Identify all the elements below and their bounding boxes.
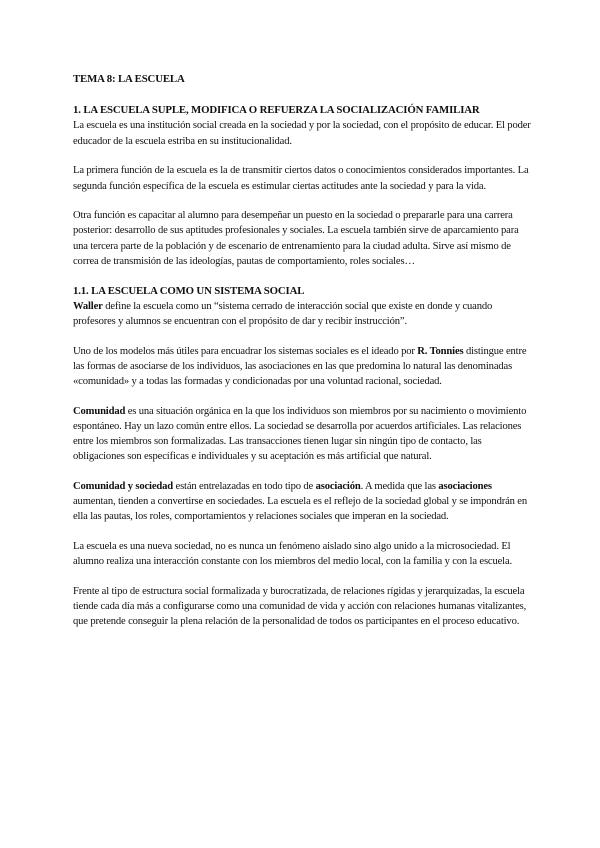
paragraph <box>73 299 531 329</box>
paragraph: Otra función es capacitar al alumno para desempeñar un puesto en la sociedad o prepararle para una carrera posterior: desarrollo de sus aptitudes profesionales y sociales. La escuela también sirve de aparcamiento para una tercera parte de la población y de escenario de entrenamiento para la ciudad adulta. Sirve así mismo de correa de transmisión de las ideologías, pautas de comportamiento, roles sociales… <box>73 210 519 267</box>
paragraph-text: aumentan, tienden a convertirse en sociedades. La escuela es el reflejo de la sociedad global y se impondrán en ella las pautas, los roles, comportamientos y relaciones sociales que imperan en la sociedad. <box>73 496 527 523</box>
author-name-waller: Waller <box>73 300 103 312</box>
section-heading-1-1: 1.1. LA ESCUELA COMO UN SISTEMA SOCIAL <box>73 284 305 297</box>
paragraph-text: es una situación orgánica en la que los individuos son miembros por su nacimiento o movimiento espontáneo. Hay un lazo común entre ellos. La sociedad se desarrolla por acuerdos artificiales. Las relaciones entre los miembros son formalizadas. Las transacciones tienen lugar sin ningún tipo de contacto, las obligaciones son específicas e individuales y su aceptación es más artificial que natural. <box>73 405 527 463</box>
paragraph-text: . A medida que las <box>360 481 439 493</box>
document-title: TEMA 8: LA ESCUELA <box>73 73 185 85</box>
paragraph: La escuela es una nueva sociedad, no es nunca un fenómeno aislado sino algo unido a la microsociedad. El alumno realiza una interacción constante con los miembros del medio local, con la familia y con la escuela. <box>73 541 513 568</box>
paragraph <box>73 404 531 465</box>
document-page <box>73 72 531 644</box>
paragraph <box>73 479 531 525</box>
section-heading-1: 1. LA ESCUELA SUPLE, MODIFICA O REFUERZA LA SOCIALIZACIÓN FAMILIAR <box>73 104 480 117</box>
paragraph-text: define la escuela como un “sistema cerrado de interacción social que existe en donde y cuando profesores y alumnos se encuentran con el propósito de dar y recibir instrucción”. <box>73 300 493 327</box>
term-comunidad-y-sociedad: Comunidad y sociedad <box>73 481 174 493</box>
paragraph <box>73 344 531 390</box>
paragraph: La primera función de la escuela es la de transmitir ciertos datos o conocimientos considerados importantes. La segunda función específica de la escuela es estimular ciertas actitudes ante la sociedad y para la vida. <box>73 165 529 192</box>
term-asociaciones: asociaciones <box>438 481 492 493</box>
paragraph: La escuela es una institución social creada en la sociedad y por la sociedad, con el propósito de educar. El poder educador de la escuela estriba en su institucionalidad. <box>73 120 531 147</box>
paragraph: Frente al tipo de estructura social formalizada y burocratizada, de relaciones rígidas y jerarquizadas, la escuela tiende cada día más a configurarse como una comunidad de vida y acción con relaciones humanas vitalizantes, que pretende conseguir la plena relación de la personalidad de todos os participantes en el proceso educativo. <box>73 586 527 628</box>
paragraph-text: distingue entre las formas de asociarse de los individuos, las asociaciones en las que predomina lo natural las denominadas «comunidad» y a todas las formadas y condicionadas por una voluntad racional, sociedad. <box>73 345 527 388</box>
paragraph-text: están entrelazadas en todo tipo de <box>173 481 316 493</box>
author-name-tonnies: R. Tonnies <box>417 345 464 357</box>
paragraph-text: Uno de los modelos más útiles para encuadrar los sistemas sociales es el ideado por <box>73 345 418 357</box>
term-asociacion: asociación <box>315 481 361 493</box>
term-comunidad: Comunidad <box>73 405 126 417</box>
